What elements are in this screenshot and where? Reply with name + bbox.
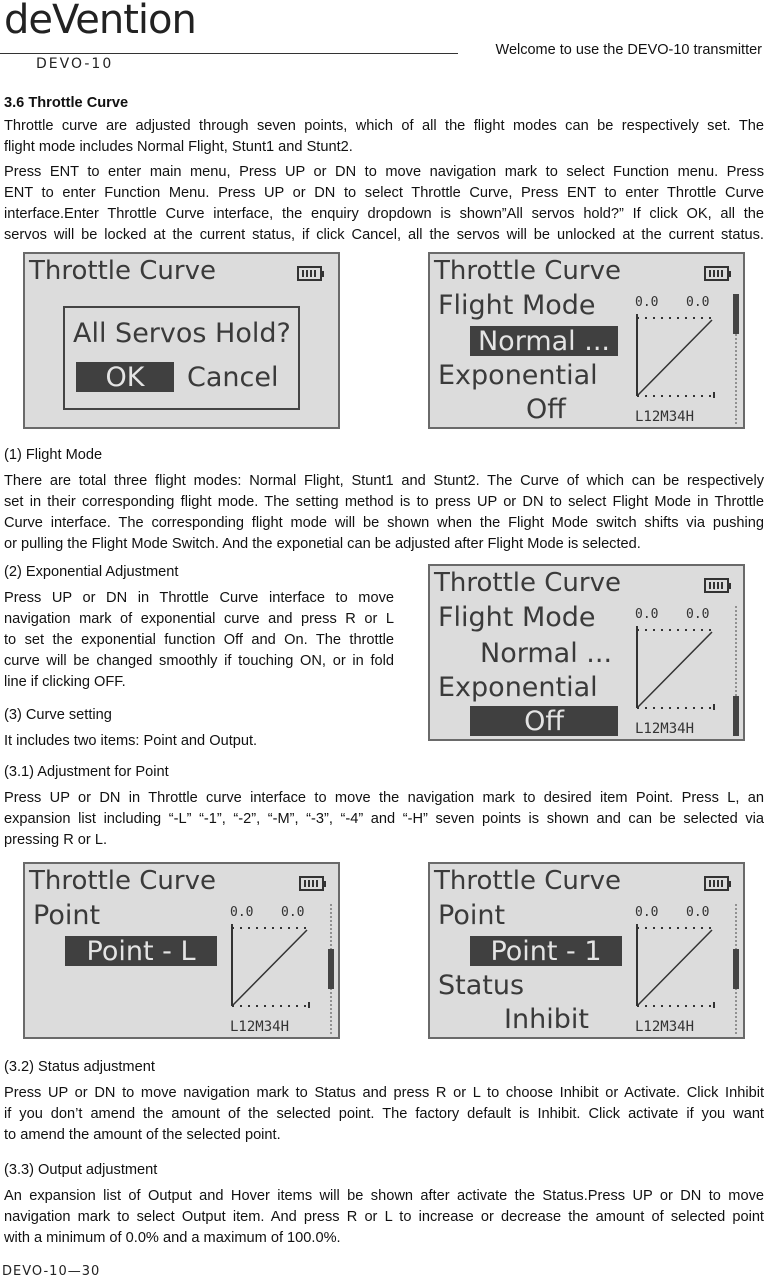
exp-line3: to set the exponential function Off and On. The throttle [4,632,394,648]
intro1-line1: Throttle curve are adjusted through seven points, which of all the flight modes can be respectively set. The [4,118,764,134]
exp-line4: curve will be changed smoothly if touching ON, or in fold [4,653,394,669]
screen-title: Throttle Curve [29,256,216,286]
output-line2: navigation mark to select Output item. And press R or L to increase or decrease the amount of selected point [4,1209,764,1225]
section-title: 3.6 Throttle Curve [4,95,129,111]
lcd-screen-flight-mode [428,252,745,429]
point-l-selected[interactable]: Point - L [65,936,217,966]
exp-line5: line if clicking OFF. [4,674,126,690]
lcd-screen-servos-hold [23,252,340,429]
normal-selected[interactable]: Normal ... [470,326,618,356]
screen-title: Throttle Curve [434,866,621,896]
curve-graph [229,922,311,1010]
curve-value-left: 0.0 [230,905,254,920]
exp-line1: Press UP or DN in Throttle Curve interface to move [4,590,394,606]
point-axis-labels: L12M34H [635,1019,695,1035]
curve-graph [634,922,716,1010]
intro2-line4: servos will be locked at the current status, if click Cancel, all the servos will be unlocked at the current status. [4,227,764,243]
curve-value-right: 0.0 [686,295,710,310]
devention-logo: deVention [4,0,196,43]
flight-mode-line3: Curve interface. The corresponding flight mode will be shown when the Flight Mode switch shifts via pushing [4,515,764,531]
status-line3: to amend the amount of the selected point. [4,1127,281,1143]
curve-value-left: 0.0 [635,295,659,310]
point-axis-labels: L12M34H [230,1019,290,1035]
point-line1: Press UP or DN in Throttle curve interface to move the navigation mark to desired item Point. Press L, an [4,790,764,806]
scrollbar[interactable] [732,904,740,1034]
scrollbar[interactable] [732,294,740,424]
scrollbar[interactable] [732,606,740,736]
flight-mode-label: Flight Mode [438,290,596,321]
exp-line2: navigation mark of exponential curve and press R or L [4,611,394,627]
heading-exponential: (2) Exponential Adjustment [4,564,179,580]
curve-value-left: 0.0 [635,905,659,920]
off-selected[interactable]: Off [470,706,618,736]
battery-icon [704,578,732,594]
point-1-selected[interactable]: Point - 1 [470,936,622,966]
flight-mode-line2: set in their corresponding flight mode. The setting method is to press UP or DN to select Flight Mode in Throttle [4,494,764,510]
screen-title: Throttle Curve [29,866,216,896]
battery-icon [704,266,732,282]
curve-value-right: 0.0 [686,905,710,920]
heading-status: (3.2) Status adjustment [4,1059,155,1075]
output-line1: An expansion list of Output and Hover items will be shown after activate the Status.Press UP or DN to move [4,1188,764,1204]
status-line1: Press UP or DN to move navigation mark to Status and press R or L to choose Inhibit or Activate. Click Inhibit [4,1085,764,1101]
flight-mode-label: Flight Mode [438,602,596,633]
dialog-question: All Servos Hold? [73,318,291,349]
exponential-label: Exponential [438,360,598,391]
normal-value[interactable]: Normal ... [480,638,613,669]
flight-mode-line4: or pulling the Flight Mode Switch. And the exponetial can be adjusted after Flight Mode is selected. [4,536,641,552]
scrollbar[interactable] [327,904,335,1034]
point-label: Point [33,900,101,931]
flight-mode-line1: There are total three flight modes: Normal Flight, Stunt1 and Stunt2. The Curve of which can be respectively [4,473,764,489]
lcd-screen-exponential [428,564,745,741]
curve-setting-line1: It includes two items: Point and Output. [4,733,258,749]
battery-icon [299,876,327,892]
screen-title: Throttle Curve [434,568,621,598]
cancel-button[interactable]: Cancel [187,362,279,393]
heading-output: (3.3) Output adjustment [4,1162,158,1178]
battery-icon [704,876,732,892]
lcd-screen-point-1 [428,862,745,1039]
heading-point: (3.1) Adjustment for Point [4,764,169,780]
intro2-line2: ENT to enter Function Menu. Press UP or DN to select Throttle Curve, Press ENT to enter Throttle Curve [4,185,764,201]
output-line3: with a minimum of 0.0% and a maximum of 100.0%. [4,1230,341,1246]
curve-value-right: 0.0 [281,905,305,920]
curve-graph [634,624,716,712]
exponential-label: Exponential [438,672,598,703]
curve-graph [634,312,716,400]
curve-value-left: 0.0 [635,607,659,622]
model-label: DEVO-10 [36,56,114,72]
page-footer: DEVO-10—30 [2,1264,101,1278]
point-axis-labels: L12M34H [635,409,695,425]
point-line3: pressing R or L. [4,832,108,848]
header-tagline: Welcome to use the DEVO-10 transmitter [495,42,762,58]
status-label: Status [438,970,525,1001]
intro2-line1: Press ENT to enter main menu, Press UP or DN to move navigation mark to select Function menu. Press [4,164,764,180]
heading-flight-mode: (1) Flight Mode [4,447,103,463]
point-line2: expansion list including “-L” “-1”, “-2”, “-M”, “-3”, “-4” and “-H” seven points is shown and can be selected via [4,811,764,827]
battery-icon [297,266,325,282]
point-axis-labels: L12M34H [635,721,695,737]
point-label: Point [438,900,506,931]
header-rule [0,53,458,54]
curve-value-right: 0.0 [686,607,710,622]
lcd-screen-point-l [23,862,340,1039]
status-value[interactable]: Inhibit [504,1004,589,1035]
status-line2: if you don’t amend the amount of the selected point. The factory default is Inhibit. Click activate if you want [4,1106,764,1122]
screen-title: Throttle Curve [434,256,621,286]
exponential-value[interactable]: Off [526,394,566,425]
ok-button[interactable]: OK [76,362,174,392]
intro1-line2: flight mode includes Normal Flight, Stunt1 and Stunt2. [4,139,353,155]
heading-curve-setting: (3) Curve setting [4,707,112,723]
intro2-line3: interface.Enter Throttle Curve interface, the enquiry dropdown is shown”All servos hold?” If click OK, all the [4,206,764,222]
